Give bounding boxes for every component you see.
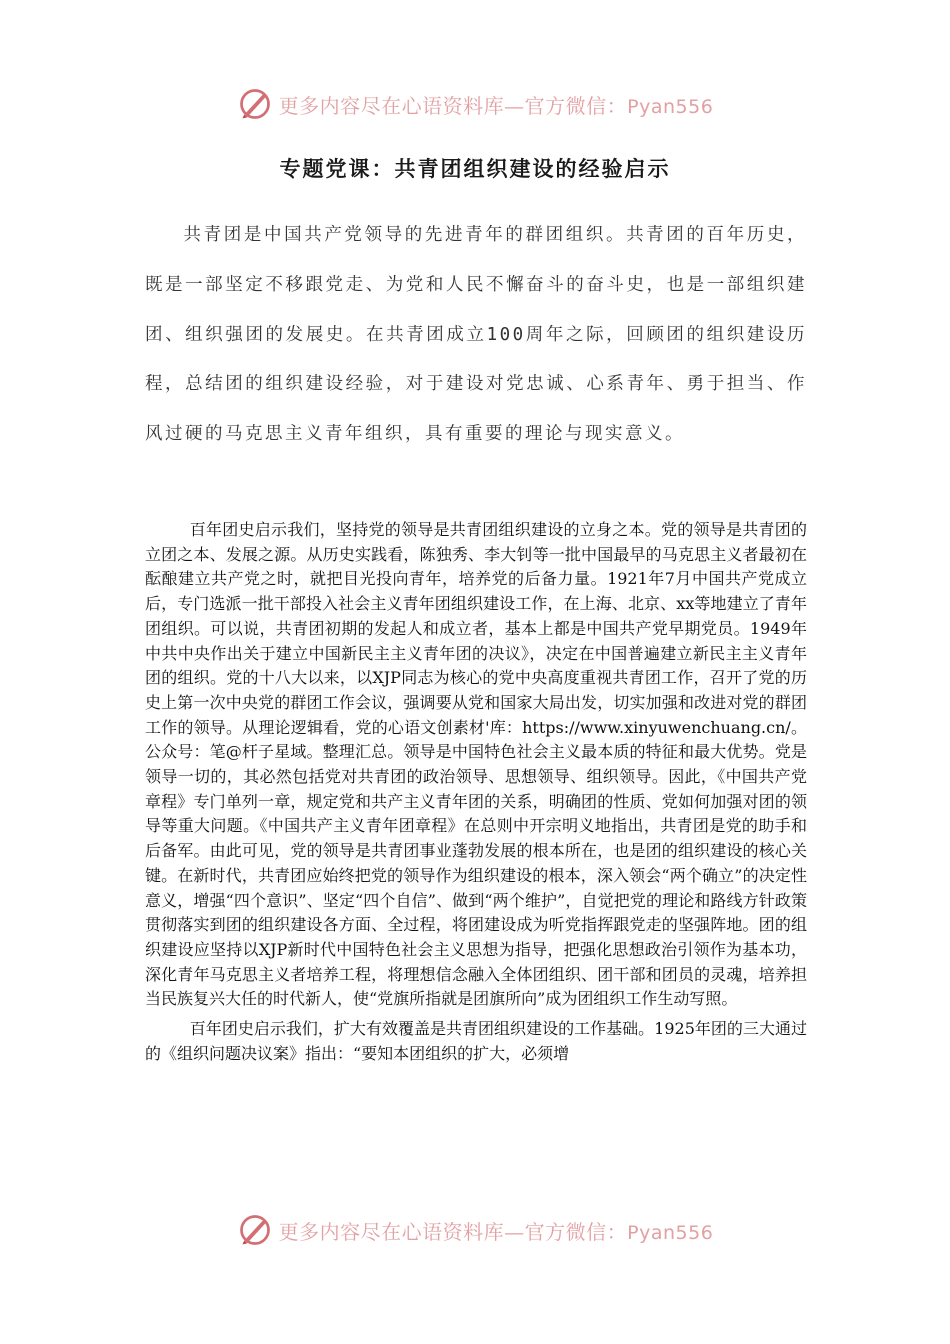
body-text bbox=[145, 518, 807, 1071]
wechat-id: Pyan556 bbox=[627, 95, 714, 118]
body-paragraph-1: 百年团史启示我们，坚持党的领导是共青团组织建设的立身之本。党的领导是共青团的立团之本、发展之源。从历史实践看，陈独秀、李大钊等一批中国最早的马克思主义者最初在酝酿建立共产党之时，就把目光投向青年，培养党的后备力量。1921年7月中国共产党成立后，专门选派一批干部投入社会主义青年团组织建设工作，在上海、北京、xx等地建立了青年团组织。可以说，共青团初期的发起人和成立者，基本上都是中国共产党早期党员。1949年中共中央作出关于建立中国新民主主义青年团的决议》，决定在中国普遍建立新民主主义青年团的组织。党的十八大以来，以XJP同志为核心的党中央高度重视共青团工作，召开了党的历史上第一次中央党的群团工作会议，强调要从党和国家大局出发，切实加强和改进对党的群团工作的领导。从理论逻辑看，党的心语文创素材'库：https://www.xinyuwenchuang.cn/。公众号：笔@杆子星域。整理汇总。领导是中国特色社会主义最本质的特征和最大优势。党是领导一切的，其必然包括党对共青团的政治领导、思想领导、组织领导。因此，《中国共产党章程》专门单列一章，规定党和共产主义青年团的关系，明确团的性质、党如何加强对团的领导等重大问题。《中国共产主义青年团章程》在总则中开宗明义地指出，共青团是党的助手和后备军。由此可见，党的领导是共青团事业蓬勃发展的根本所在，也是团的组织建设的核心关键。在新时代，共青团应始终把党的领导作为组织建设的根本，深入领会“两个确立”的决定性意义，增强“四个意识”、坚定“四个自信”、做到“两个维护”，自觉把党的理论和路线方针政策贯彻落实到团的组织建设各方面、全过程，将团建设成为听党指挥跟党走的坚强阵地。团的组织建设应坚持以XJP新时代中国特色社会主义思想为指导，把强化思想政治引领作为基本功，深化青年马克思主义者培养工程，将理想信念融入全体团组织、团干部和团员的灵魂，培养担当民族复兴大任的时代新人，使“党旗所指就是团旗所向”成为团组织工作生动写照。 bbox=[145, 520, 807, 1009]
banner-text: 更多内容尽在心语资料库—官方微信：Pyan556 bbox=[278, 1219, 714, 1244]
banner-text: 更多内容尽在心语资料库—官方微信：Pyan556 bbox=[278, 93, 714, 118]
footer-banner bbox=[0, 1210, 950, 1250]
pen-logo-icon bbox=[237, 86, 273, 122]
body-paragraph-2: 百年团史启示我们，扩大有效覆盖是共青团组织建设的工作基础。1925年团的三大通过的《组织问题决议案》指出：“要知本团组织的扩大，必须增 bbox=[145, 1019, 807, 1063]
intro-paragraph: 共青团是中国共产党领导的先进青年的群团组织。共青团的百年历史，既是一部坚定不移跟党走、为党和人民不懈奋斗的奋斗史，也是一部组织建团、组织强团的发展史。在共青团成立100周年之际，回顾团的组织建设历程，总结团的组织建设经验，对于建设对党忠诚、心系青年、勇于担当、作风过硬的马克思主义青年组织，具有重要的理论与现实意义。 bbox=[145, 225, 807, 445]
wechat-id: Pyan556 bbox=[627, 1221, 714, 1244]
pen-logo-icon bbox=[237, 1212, 273, 1248]
header-banner bbox=[0, 84, 950, 124]
document-title: 专题党课：共青团组织建设的经验启示 bbox=[279, 157, 671, 181]
